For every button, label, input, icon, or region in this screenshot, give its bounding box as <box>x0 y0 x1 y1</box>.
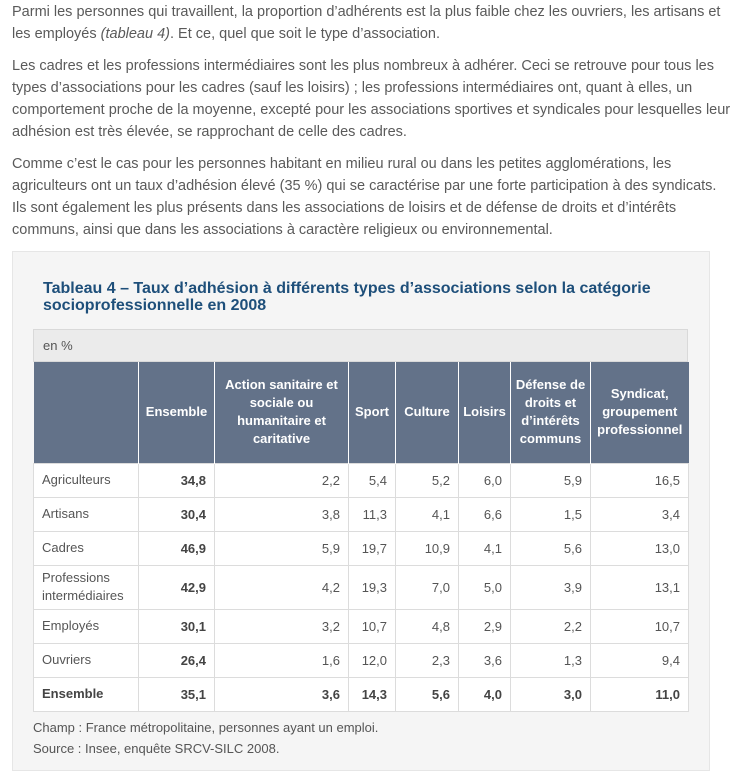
table-cell: 3,2 <box>215 609 349 643</box>
table-title: Tableau 4 – Taux d’adhésion à différents types d’associations selon la catégorie socioprofessionnelle en 2008 <box>43 280 651 314</box>
table-cell: 3,6 <box>215 677 349 711</box>
table-cell: 3,6 <box>459 643 511 677</box>
paragraph-2: Les cadres et les professions intermédiaires sont les plus nombreux à adhérer. Ceci se retrouve pour tous les types d’associations pour les cadres (sauf les loisirs) ; les professions intermédiaires ont, quant à elles, un comportement proche de la moyenne, excepté pour les associations sportives et syndicales pour lesquelles leur adhésion est très élevée, se rapprochant de celle des cadres. <box>12 58 731 140</box>
row-label: Ensemble <box>34 677 139 711</box>
table-cell: 14,3 <box>349 677 396 711</box>
header-loisirs: Loisirs <box>459 362 511 463</box>
table-cell: 3,4 <box>591 497 689 531</box>
header-ensemble: Ensemble <box>139 362 215 463</box>
table-row <box>34 463 689 497</box>
table-cell: 13,0 <box>591 531 689 565</box>
table-cell: 5,9 <box>215 531 349 565</box>
row-label: Professions intermédiaires <box>34 565 139 609</box>
row-label: Artisans <box>34 497 139 531</box>
table-cell: 35,1 <box>139 677 215 711</box>
header-category <box>34 362 139 463</box>
table-cell: 10,9 <box>396 531 459 565</box>
table-cell: 19,3 <box>349 565 396 609</box>
paragraph-1 <box>12 1 732 45</box>
table-cell: 4,8 <box>396 609 459 643</box>
table-cell: 2,2 <box>511 609 591 643</box>
table-cell: 7,0 <box>396 565 459 609</box>
table-cell: 1,3 <box>511 643 591 677</box>
header-sport: Sport <box>349 362 396 463</box>
paragraph-3: Comme c’est le cas pour les personnes habitant en milieu rural ou dans les petites agglomérations, les agriculteurs ont un taux d’adhésion élevé (35 %) qui se caractérise par une forte participation à des syndicats. Ils sont également les plus présents dans les associations de loisirs et de défense de droits et d’intérêts communs, ainsi que dans les associations à caractère religieux ou environnemental. <box>12 156 717 238</box>
table-cell: 34,8 <box>139 463 215 497</box>
table-cell: 46,9 <box>139 531 215 565</box>
table-cell: 5,0 <box>459 565 511 609</box>
table-cell: 3,8 <box>215 497 349 531</box>
paragraph-1-text: Parmi les personnes qui travaillent, la proportion d’adhérents est la plus faible chez les ouvriers, les artisans et les employés <box>12 4 721 42</box>
table-cell: 4,1 <box>459 531 511 565</box>
table-cell: 6,0 <box>459 463 511 497</box>
table-cell: 4,0 <box>459 677 511 711</box>
table-cell: 5,6 <box>511 531 591 565</box>
paragraph-1-text-end: . Et ce, quel que soit le type d’association. <box>169 26 441 42</box>
table-cell: 6,6 <box>459 497 511 531</box>
table-row <box>34 609 689 643</box>
table-cell: 5,4 <box>349 463 396 497</box>
table-cell: 10,7 <box>591 609 689 643</box>
table-cell: 5,2 <box>396 463 459 497</box>
table-total-row <box>34 677 689 711</box>
table-cell: 2,2 <box>215 463 349 497</box>
table-cell: 3,0 <box>511 677 591 711</box>
table-cell: 1,6 <box>215 643 349 677</box>
table-champ-note: Champ : France métropolitaine, personnes ayant un emploi. <box>33 720 379 735</box>
table-cell: 26,4 <box>139 643 215 677</box>
row-label: Cadres <box>34 531 139 565</box>
header-action-sanitaire: Action sanitaire et sociale ou humanitaire et caritative <box>215 362 349 463</box>
table-cell: 11,3 <box>349 497 396 531</box>
table-cell: 42,9 <box>139 565 215 609</box>
row-label: Agriculteurs <box>34 463 139 497</box>
row-label: Employés <box>34 609 139 643</box>
table-cell: 4,1 <box>396 497 459 531</box>
table-cell: 12,0 <box>349 643 396 677</box>
table-row <box>34 565 689 609</box>
table-row <box>34 643 689 677</box>
row-label: Ouvriers <box>34 643 139 677</box>
table-source-note: Source : Insee, enquête SRCV-SILC 2008. <box>33 741 280 756</box>
table-cell: 5,6 <box>396 677 459 711</box>
table-cell: 30,1 <box>139 609 215 643</box>
table-cell: 11,0 <box>591 677 689 711</box>
table-cell: 30,4 <box>139 497 215 531</box>
table-row <box>34 497 689 531</box>
table-header-row <box>34 362 689 463</box>
table-cell: 19,7 <box>349 531 396 565</box>
table-cell: 5,9 <box>511 463 591 497</box>
table-cell: 1,5 <box>511 497 591 531</box>
table-cell: 13,1 <box>591 565 689 609</box>
header-defense-droits: Défense de droits et d’intérêts communs <box>511 362 591 463</box>
header-culture: Culture <box>396 362 459 463</box>
header-syndicat: Syndicat, groupement professionnel <box>591 362 689 463</box>
table-cell: 4,2 <box>215 565 349 609</box>
table-cell: 3,9 <box>511 565 591 609</box>
table-unit: en % <box>33 329 688 362</box>
table-cell: 2,3 <box>396 643 459 677</box>
data-table <box>33 362 689 712</box>
table-row <box>34 531 689 565</box>
table-cell: 16,5 <box>591 463 689 497</box>
table-reference: (tableau 4) <box>100 26 170 42</box>
table-cell: 2,9 <box>459 609 511 643</box>
table-cell: 10,7 <box>349 609 396 643</box>
table-cell: 9,4 <box>591 643 689 677</box>
